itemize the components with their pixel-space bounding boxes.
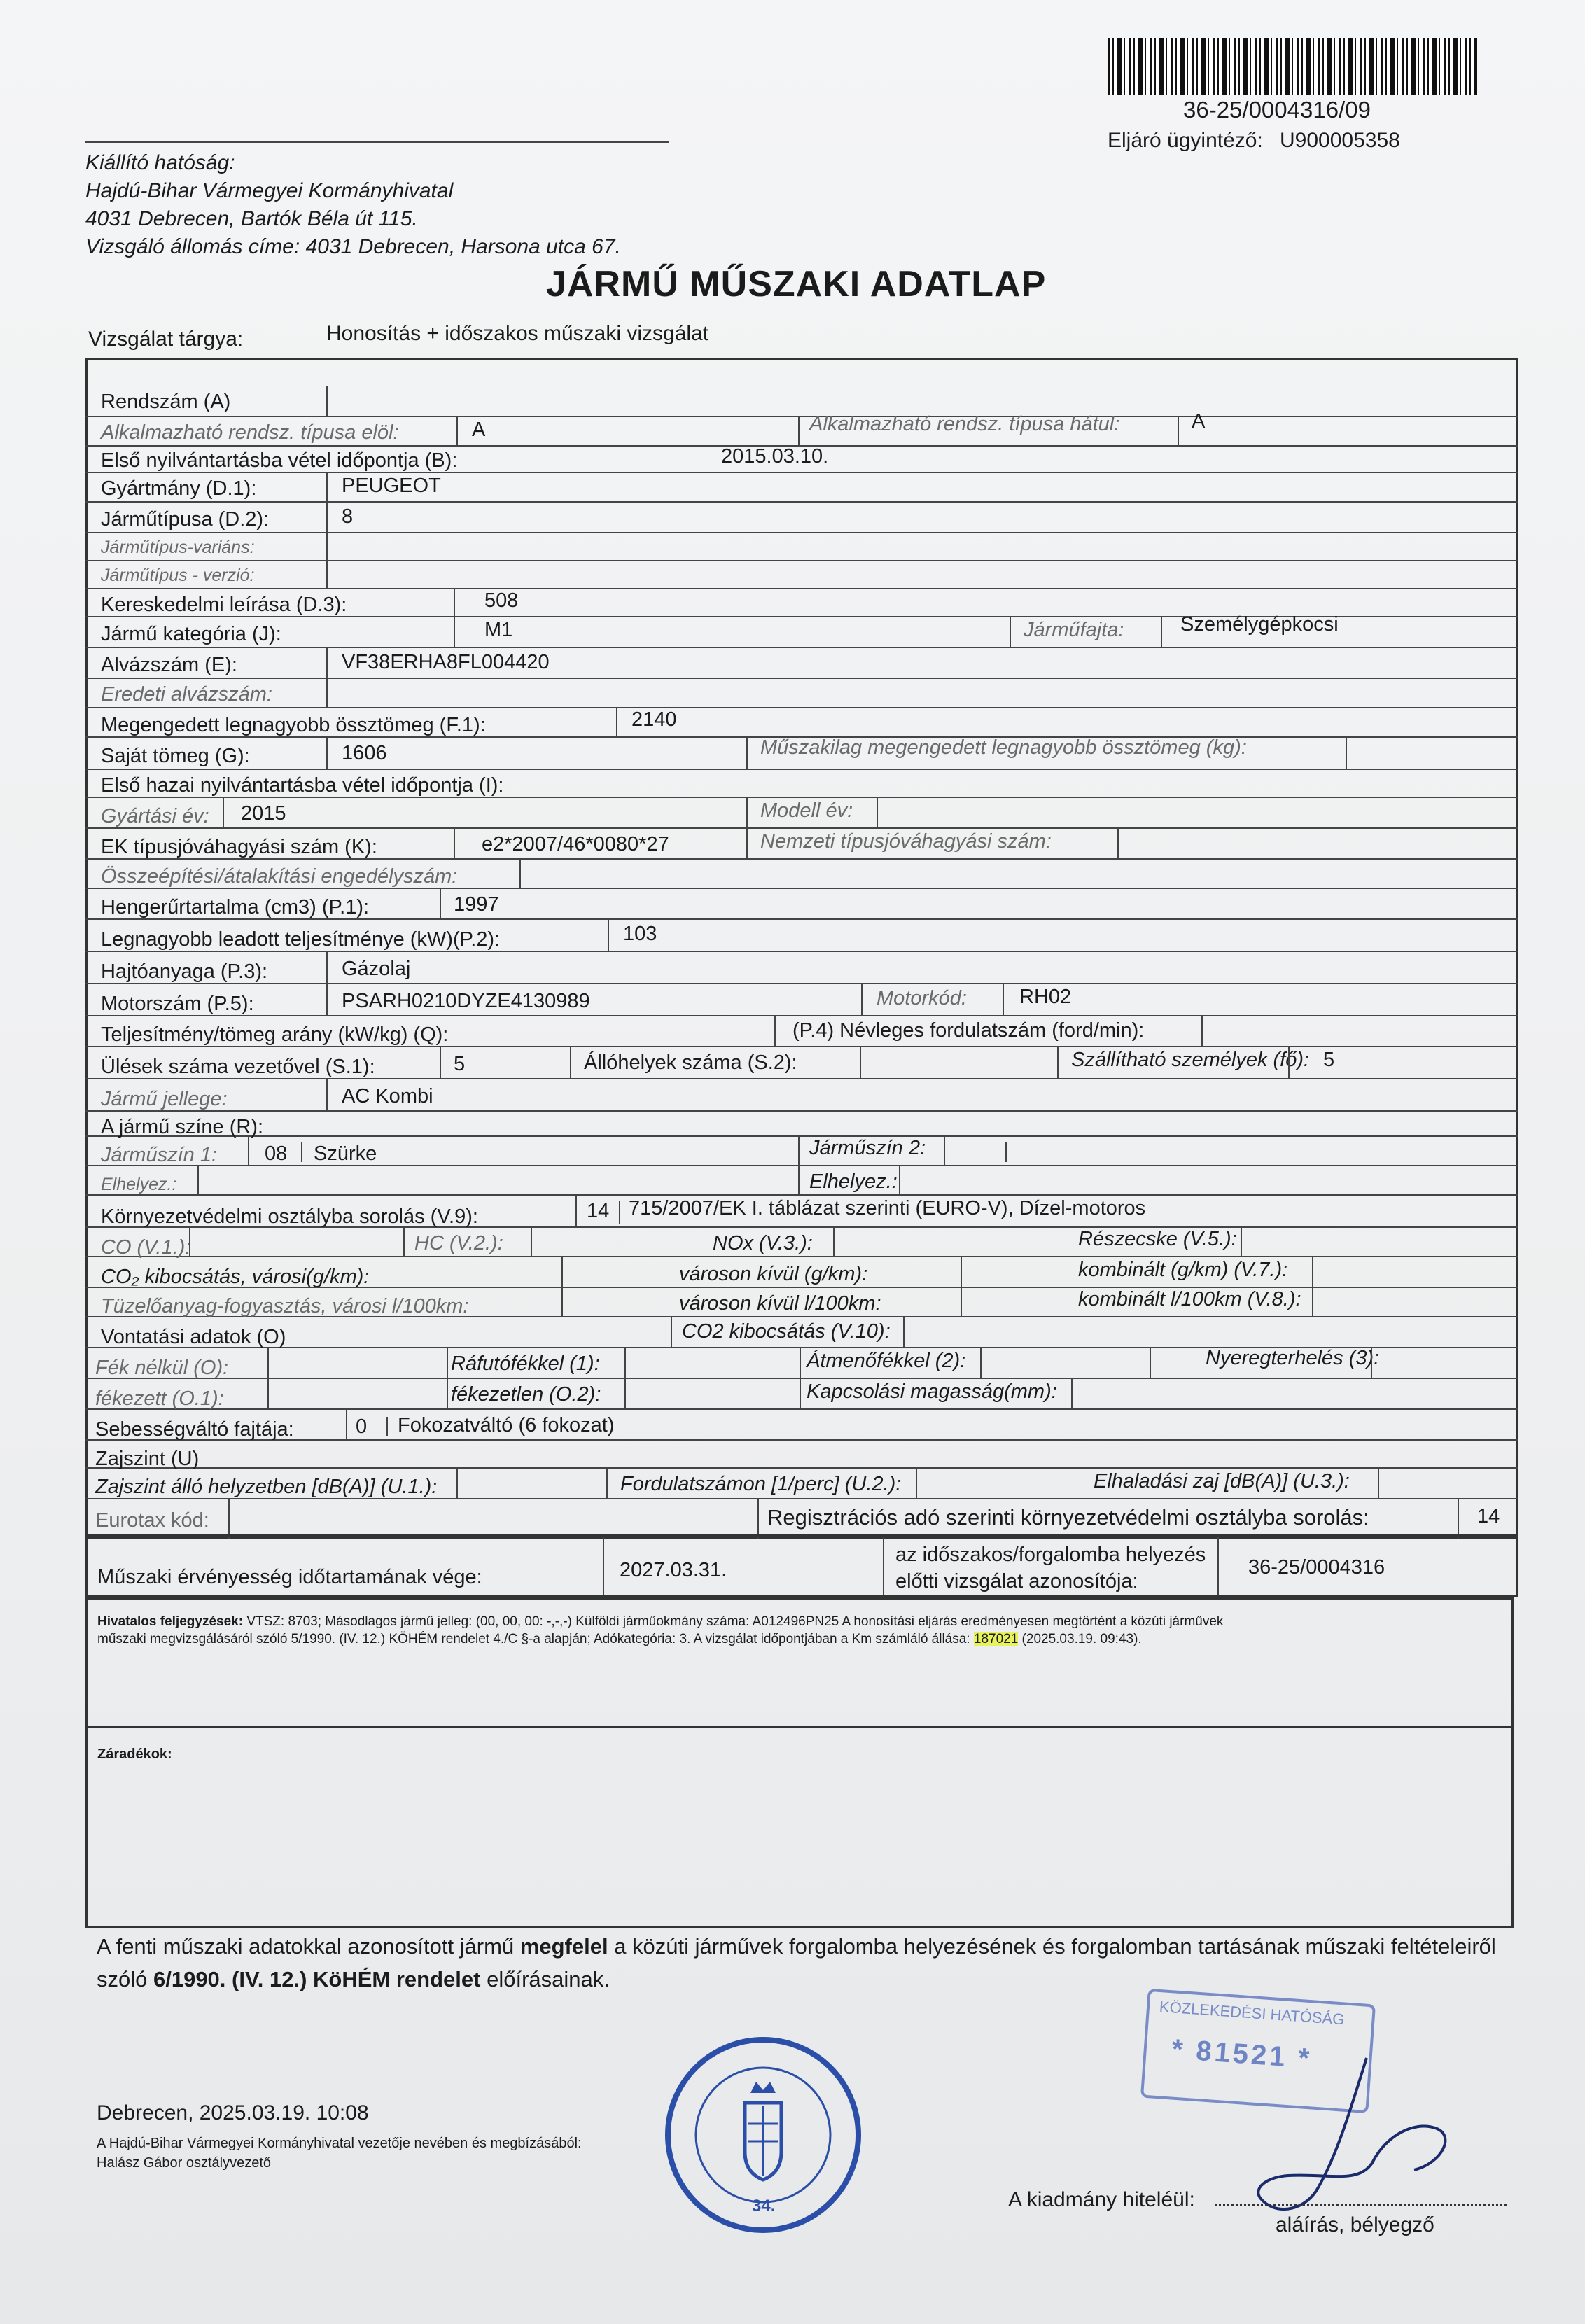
header-rule <box>85 141 669 143</box>
validity-label: Műszaki érvényesség időtartamának vége: <box>97 1566 482 1588</box>
place-date: Debrecen, 2025.03.19. 10:08 <box>97 2101 369 2124</box>
barcode <box>1108 38 1477 95</box>
row-sajat-tomeg: Saját tömeg (G): 1606 Műszakilag megengedett legnagyobb össztömeg (kg): <box>85 738 1518 770</box>
row-rendsz-tipus: Alkalmazható rendsz. típusa elöl: A Alkalmazható rendsz. típusa hátul: A <box>85 417 1518 447</box>
signature-line <box>1215 2204 1507 2206</box>
row-fekezett: fékezett (O.1): fékezetlen (O.2): Kapcsolási magasság(mm): <box>85 1379 1518 1410</box>
row-eurotax: Eurotax kód: Regisztrációs adó szerinti környezetvédelmi osztályba sorolás: 14 <box>85 1499 1518 1539</box>
stamp-number: * 81521 * <box>1171 2033 1313 2075</box>
round-seal <box>661 2033 865 2237</box>
row-emissions-2: CO₂ kibocsátás, városi(g/km): városon kívül (g/km): kombinált (g/km) (V.7.): <box>85 1257 1518 1288</box>
row-telj-tomeg: Teljesítmény/tömeg arány (kW/kg) (Q): (P.4) Névleges fordulatszám (ford/min): <box>85 1016 1518 1047</box>
issuer-line-4: Vizsgáló állomás címe: 4031 Debrecen, Harsona utca 67. <box>85 235 621 258</box>
row-gyartasi-ev: Gyártási év: 2015 Modell év: <box>85 798 1518 829</box>
row-tipus: Járműtípusa (D.2): 8 <box>85 503 1518 533</box>
notes-box <box>85 1597 1514 1728</box>
row-kereskedelmi: Kereskedelmi leírása (D.3): 508 <box>85 589 1518 617</box>
issuer-line-2: Hajdú-Bihar Vármegyei Kormányhivatal <box>85 179 454 202</box>
row-zaj-ertekek: Zajszint álló helyzetben [dB(A)] (U.1.): Fordulatszámon [1/perc] (U.2.): Elhaladási zaj [dB(A)] (U.3.): <box>85 1469 1518 1499</box>
notes-label: Hivatalos feljegyzések: <box>97 1614 244 1629</box>
row-hajtoanyag: Hajtóanyaga (P.3): Gázolaj <box>85 952 1518 984</box>
zaradekok-box <box>85 1728 1514 1928</box>
compliance-statement: A fenti műszaki adatokkal azonosított jármű megfelel a közúti járművek forgalomba helyezésének és forgalomban tartásának műszaki feltételeiről szóló 6/1990. (IV. 12.) KöHÉM rendelet előírásainak. <box>97 1934 1496 1991</box>
row-elhelyez: Elhelyez.: Elhelyez.: <box>85 1166 1518 1196</box>
row-ek: EK típusjóváhagyási szám (K): e2*2007/46*0080*27 Nemzeti típusjóváhagyási szám: <box>85 829 1518 860</box>
official-notes: Hivatalos feljegyzések: VTSZ: 8703; Másodlagos jármű jelleg: (00, 00, 00: -,-,-) Külföldi járműokmány száma: A012496PN25 A honosítási eljárás eredményesen megtörtént a közúti járművek műszaki megvizsgálásáról szóló 5/1990. (IV. 12.) KÖHÉM rendelet 4./C §-a alapján; Adókategória: 3. A vizsgálat időpontjában a Km számláló állása: 187021 (2025.03.19. 09:43). <box>97 1614 1224 1646</box>
clerk-value: U900005358 <box>1280 129 1400 152</box>
row-hazai-nyilv: Első hazai nyilvántartásba vétel időpontja (I): <box>85 770 1518 798</box>
auth-label: A kiadmány hiteléül: <box>1008 2188 1195 2211</box>
row-motorszam: Motorszám (P.5): PSARH0210DYZE4130989 Motorkód: RH02 <box>85 984 1518 1016</box>
row-henger: Hengerűrtartalma (cm3) (P.1): 1997 <box>85 889 1518 920</box>
clerk-label: Eljáró ügyintéző: <box>1108 129 1263 152</box>
row-verzio: Járműtípus - verzió: <box>85 561 1518 589</box>
row-teljesitmeny: Legnagyobb leadott teljesítménye (kW)(P.2): 103 <box>85 920 1518 952</box>
validity-id: 36-25/0004316 <box>1248 1556 1385 1578</box>
signature-label: aláírás, bélyegző <box>1276 2213 1434 2236</box>
row-szin-1: Járműszín 1: 08 Szürke Járműszín 2: <box>85 1137 1518 1166</box>
row-elso-nyilv: Első nyilvántartásba vétel időpontja (B): 2015.03.10. <box>85 447 1518 473</box>
row-kornyezet: Környezetvédelmi osztályba sorolás (V.9): 14 715/2007/EK I. táblázat szerinti (EURO-V), Dízel-motoros <box>85 1196 1518 1228</box>
row-kategoria: Jármű kategória (J): M1 Járműfajta: Személygépkocsi <box>85 617 1518 648</box>
row-rendszam: Rendszám (A) <box>85 386 1518 417</box>
row-sebessegvalto: Sebességváltó fajtája: 0 Fokozatváltó (6 fokozat) <box>85 1410 1518 1441</box>
subject-value: Honosítás + időszakos műszaki vizsgálat <box>326 322 709 345</box>
row-gyartmany: Gyártmány (D.1): PEUGEOT <box>85 473 1518 503</box>
row-fek: Fék nélkül (O): Ráfutófékkel (1): Átmenőfékkel (2): Nyeregterhelés (3): <box>85 1348 1518 1379</box>
row-emissions-1: CO (V.1.): HC (V.2.): NOx (V.3.): Részecske (V.5.): <box>85 1228 1518 1257</box>
subject-label: Vizsgálat tárgya: <box>88 328 244 351</box>
row-szin: A jármű színe (R): <box>85 1112 1518 1137</box>
seal-number: 34. <box>752 2197 776 2216</box>
row-jelleg: Jármű jellege: AC Kombi <box>85 1079 1518 1112</box>
row-ossztomeg: Megengedett legnagyobb össztömeg (F.1): 2140 <box>85 708 1518 738</box>
doc-number: 36-25/0004316/09 <box>1183 97 1371 122</box>
row-variant: Járműtípus-variáns: <box>85 533 1518 561</box>
zaradekok-label: Záradékok: <box>97 1746 172 1762</box>
row-ulesek: Ülések száma vezetővel (S.1): 5 Állóhelyek száma (S.2): Szállítható személyek (fő): 5 <box>85 1047 1518 1079</box>
row-eredeti-alvaz: Eredeti alvázszám: <box>85 679 1518 708</box>
row-osszeepitesi: Összeépítési/átalakítási engedélyszám: <box>85 860 1518 889</box>
behalf-text: A Hajdú-Bihar Vármegyei Kormányhivatal vezetője nevében és megbízásából: <box>97 2136 582 2151</box>
row-emissions-3: Tüzelőanyag-fogyasztás, városi l/100km: városon kívül l/100km: kombinált l/100km (V.8.): <box>85 1288 1518 1317</box>
row-zajszint: Zajszint (U) <box>85 1441 1518 1469</box>
validity-id-label-2: előtti vizsgálat azonosítója: <box>895 1570 1138 1592</box>
km-highlight: 187021 <box>973 1631 1019 1646</box>
issuer-line-1: Kiállító hatóság: <box>85 151 235 174</box>
validity-id-label-1: az időszakos/forgalomba helyezés <box>895 1544 1206 1566</box>
row-alvazszam: Alvázszám (E): VF38ERHA8FL004420 <box>85 648 1518 679</box>
row-vontatasi: Vontatási adatok (O) CO2 kibocsátás (V.10): <box>85 1317 1518 1348</box>
document-title: JÁRMŰ MŰSZAKI ADATLAP <box>546 264 1047 304</box>
stamp-top-text: KÖZLEKEDÉSI HATÓSÁG <box>1159 1998 1346 2029</box>
validity-box <box>85 1534 1518 1597</box>
handwritten-signature <box>1204 2051 1498 2226</box>
validity-date: 2027.03.31. <box>620 1559 727 1581</box>
issuer-line-3: 4031 Debrecen, Bartók Béla út 115. <box>85 207 418 230</box>
signer-name: Halász Gábor osztályvezető <box>97 2155 272 2171</box>
